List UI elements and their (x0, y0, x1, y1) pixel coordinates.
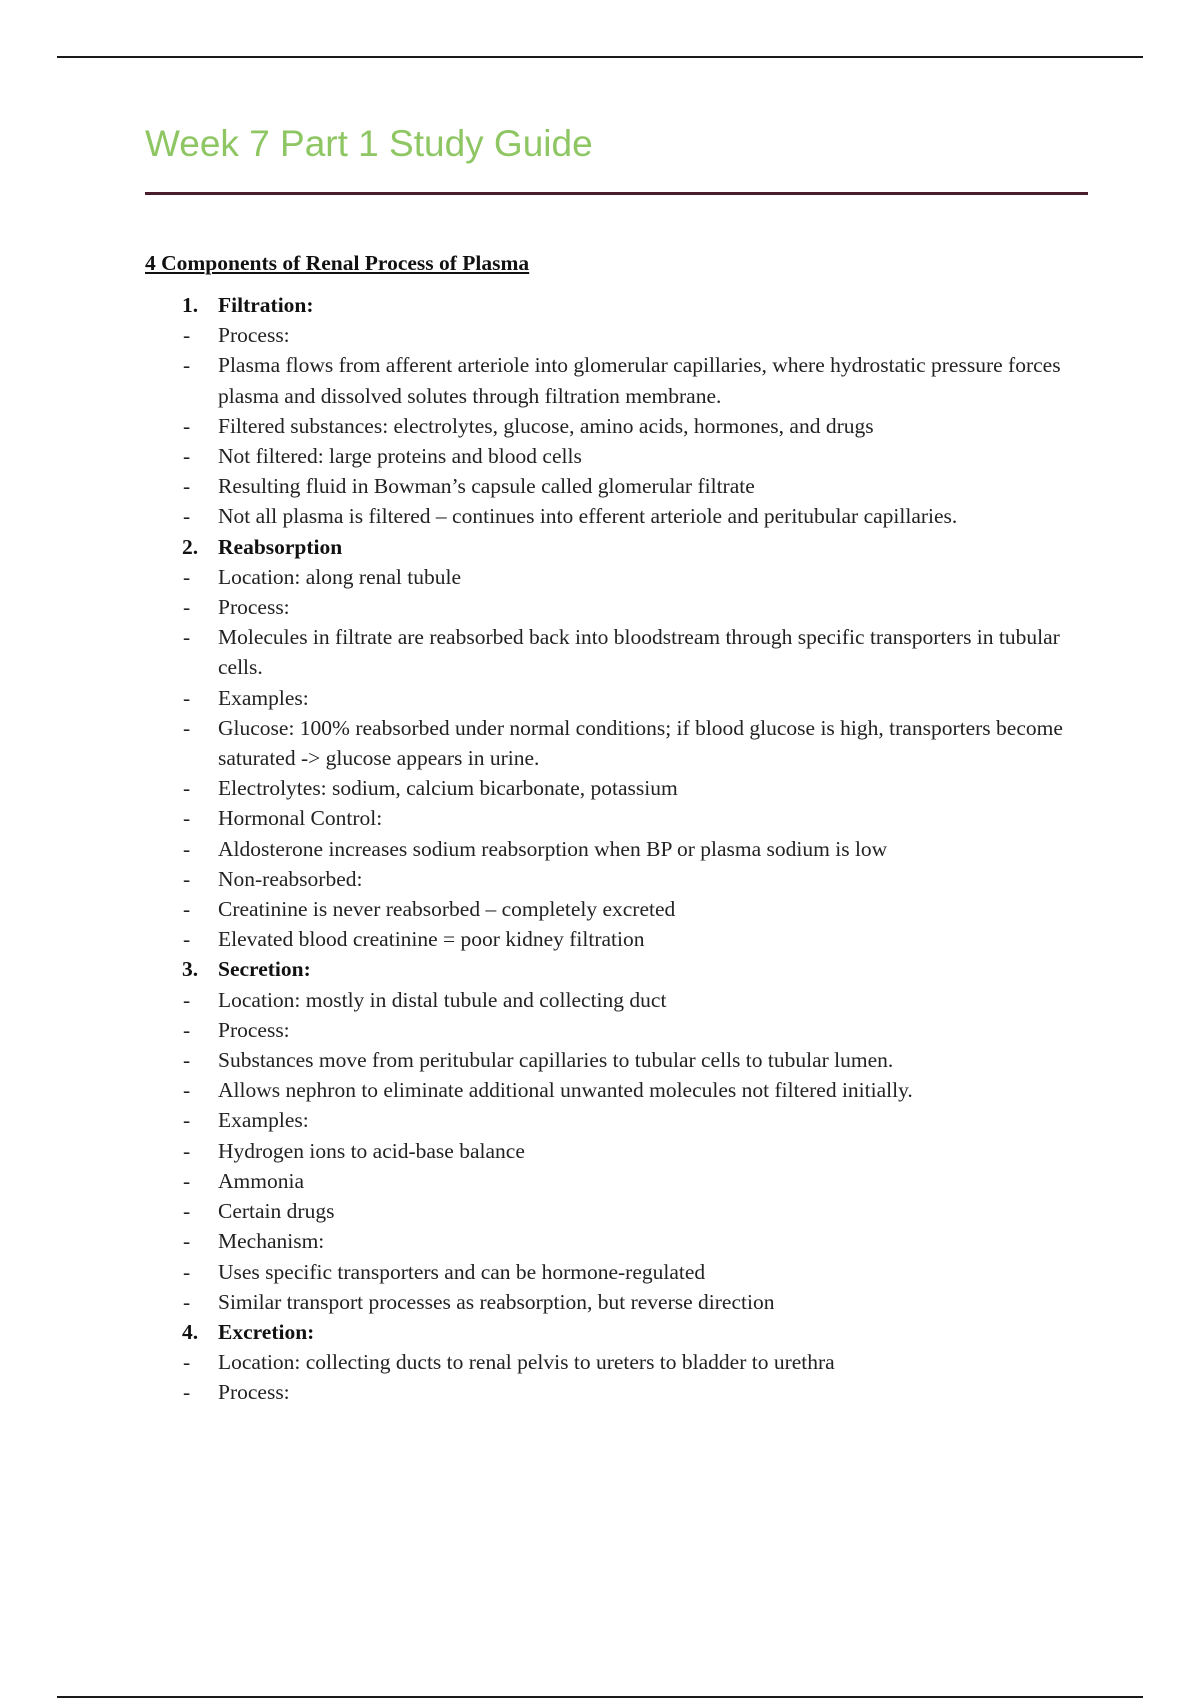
item-text: Aldosterone increases sodium reabsorption when BP or plasma sodium is low (218, 836, 888, 861)
item-text: Glucose: 100% reabsorbed under normal conditions; if blood glucose is high, transporters become saturated -> glucose appears in urine. (218, 715, 1063, 771)
item-text: Ammonia (218, 1168, 304, 1193)
item-text: Uses specific transporters and can be hormone-regulated (218, 1259, 706, 1284)
bullet-dash: - (183, 1350, 191, 1375)
item-text: Hydrogen ions to acid-base balance (218, 1138, 525, 1163)
bullet-dash: - (183, 806, 191, 831)
bullet-item (145, 1377, 1095, 1407)
bullet-item (145, 471, 1095, 501)
bullet-item (145, 1045, 1095, 1075)
page-top-divider (57, 56, 1143, 58)
bullet-dash: - (183, 1078, 191, 1103)
item-text: Secretion: (218, 957, 311, 982)
bullet-item (145, 441, 1095, 471)
item-text: Substances move from peritubular capillaries to tubular cells to tubular lumen. (218, 1048, 894, 1073)
bullet-dash: - (183, 1138, 191, 1163)
bullet-item (145, 985, 1095, 1015)
bullet-item (145, 320, 1095, 350)
item-text: Location: mostly in distal tubule and collecting duct (218, 987, 667, 1012)
bullet-dash: - (183, 323, 191, 348)
bullet-item (145, 864, 1095, 894)
bullet-dash: - (183, 1048, 191, 1073)
list-number: 2. (182, 534, 199, 559)
bullet-item (145, 1136, 1095, 1166)
bullet-item (145, 834, 1095, 864)
bullet-item (145, 1287, 1095, 1317)
document-title: Week 7 Part 1 Study Guide (145, 123, 593, 164)
page-bottom-divider (57, 1696, 1143, 1698)
bullet-item (145, 1226, 1095, 1256)
bullet-dash: - (183, 897, 191, 922)
item-text: Molecules in filtrate are reabsorbed back into bloodstream through specific transporters in tubular cells. (218, 625, 1060, 680)
renal-process-list (145, 290, 1095, 1408)
bullet-dash: - (183, 444, 191, 469)
bullet-item (145, 1105, 1095, 1135)
numbered-heading (145, 954, 1095, 984)
bullet-item (145, 411, 1095, 441)
item-text: Excretion: (218, 1319, 315, 1344)
bullet-item (145, 592, 1095, 622)
item-text: Reabsorption (218, 534, 343, 559)
item-text: Process: (218, 323, 290, 348)
item-text: Location: along renal tubule (218, 564, 461, 589)
item-text: Resulting fluid in Bowman’s capsule called glomerular filtrate (218, 474, 755, 499)
bullet-dash: - (183, 625, 191, 650)
item-text: Not filtered: large proteins and blood cells (218, 444, 582, 469)
bullet-item (145, 1196, 1095, 1226)
item-text: Certain drugs (218, 1199, 335, 1224)
numbered-heading (145, 532, 1095, 562)
bullet-dash: - (183, 1259, 191, 1284)
item-text: Filtration: (218, 293, 314, 317)
bullet-dash: - (183, 595, 191, 620)
bullet-item (145, 501, 1095, 531)
bullet-item (145, 1075, 1095, 1105)
bullet-item (145, 924, 1095, 954)
bullet-item (145, 683, 1095, 713)
list-number: 4. (182, 1319, 199, 1344)
bullet-dash: - (183, 685, 191, 710)
document-body (145, 248, 1095, 1408)
bullet-dash: - (183, 836, 191, 861)
item-text: Process: (218, 1017, 290, 1042)
numbered-heading (145, 1317, 1095, 1347)
bullet-dash: - (183, 1017, 191, 1042)
item-text: Similar transport processes as reabsorption, but reverse direction (218, 1289, 775, 1314)
item-text: Mechanism: (218, 1229, 325, 1254)
item-text: Non-reabsorbed: (218, 866, 363, 891)
bullet-dash: - (183, 564, 191, 589)
bullet-dash: - (183, 987, 191, 1012)
bullet-item (145, 1166, 1095, 1196)
bullet-dash: - (183, 504, 191, 529)
bullet-dash: - (183, 1229, 191, 1254)
item-text: Examples: (218, 1108, 309, 1133)
bullet-item (145, 622, 1095, 682)
item-text: Process: (218, 595, 290, 620)
bullet-dash: - (183, 927, 191, 952)
item-text: Plasma flows from afferent arteriole into glomerular capillaries, where hydrostatic pressure forces plasma and dissolved solutes through filtration membrane. (218, 353, 1061, 408)
item-text: Not all plasma is filtered – continues into efferent arteriole and peritubular capillaries. (218, 504, 958, 529)
title-underline-rule (145, 192, 1088, 195)
bullet-dash: - (183, 474, 191, 499)
bullet-dash: - (183, 715, 191, 740)
bullet-dash: - (183, 1108, 191, 1133)
bullet-item (145, 713, 1095, 773)
item-text: Creatinine is never reabsorbed – completely excreted (218, 897, 676, 922)
bullet-item (145, 803, 1095, 833)
bullet-dash: - (183, 1199, 191, 1224)
section-heading: 4 Components of Renal Process of Plasma (145, 251, 530, 275)
bullet-item (145, 350, 1095, 410)
bullet-item (145, 773, 1095, 803)
bullet-dash: - (183, 1289, 191, 1314)
bullet-dash: - (183, 413, 191, 438)
bullet-dash: - (183, 1380, 191, 1405)
bullet-item (145, 894, 1095, 924)
item-text: Elevated blood creatinine = poor kidney filtration (218, 927, 645, 952)
list-number: 3. (182, 957, 199, 982)
bullet-item (145, 1015, 1095, 1045)
item-text: Electrolytes: sodium, calcium bicarbonate, potassium (218, 776, 678, 801)
item-text: Allows nephron to eliminate additional unwanted molecules not filtered initially. (218, 1078, 913, 1103)
bullet-dash: - (183, 776, 191, 801)
bullet-dash: - (183, 353, 191, 378)
item-text: Filtered substances: electrolytes, glucose, amino acids, hormones, and drugs (218, 413, 874, 438)
numbered-heading (145, 290, 1095, 320)
bullet-dash: - (183, 1168, 191, 1193)
bullet-item (145, 1347, 1095, 1377)
list-number: 1. (182, 293, 199, 317)
item-text: Examples: (218, 685, 309, 710)
bullet-dash: - (183, 866, 191, 891)
item-text: Location: collecting ducts to renal pelvis to ureters to bladder to urethra (218, 1350, 835, 1375)
bullet-item (145, 1257, 1095, 1287)
item-text: Hormonal Control: (218, 806, 383, 831)
bullet-item (145, 562, 1095, 592)
item-text: Process: (218, 1380, 290, 1405)
